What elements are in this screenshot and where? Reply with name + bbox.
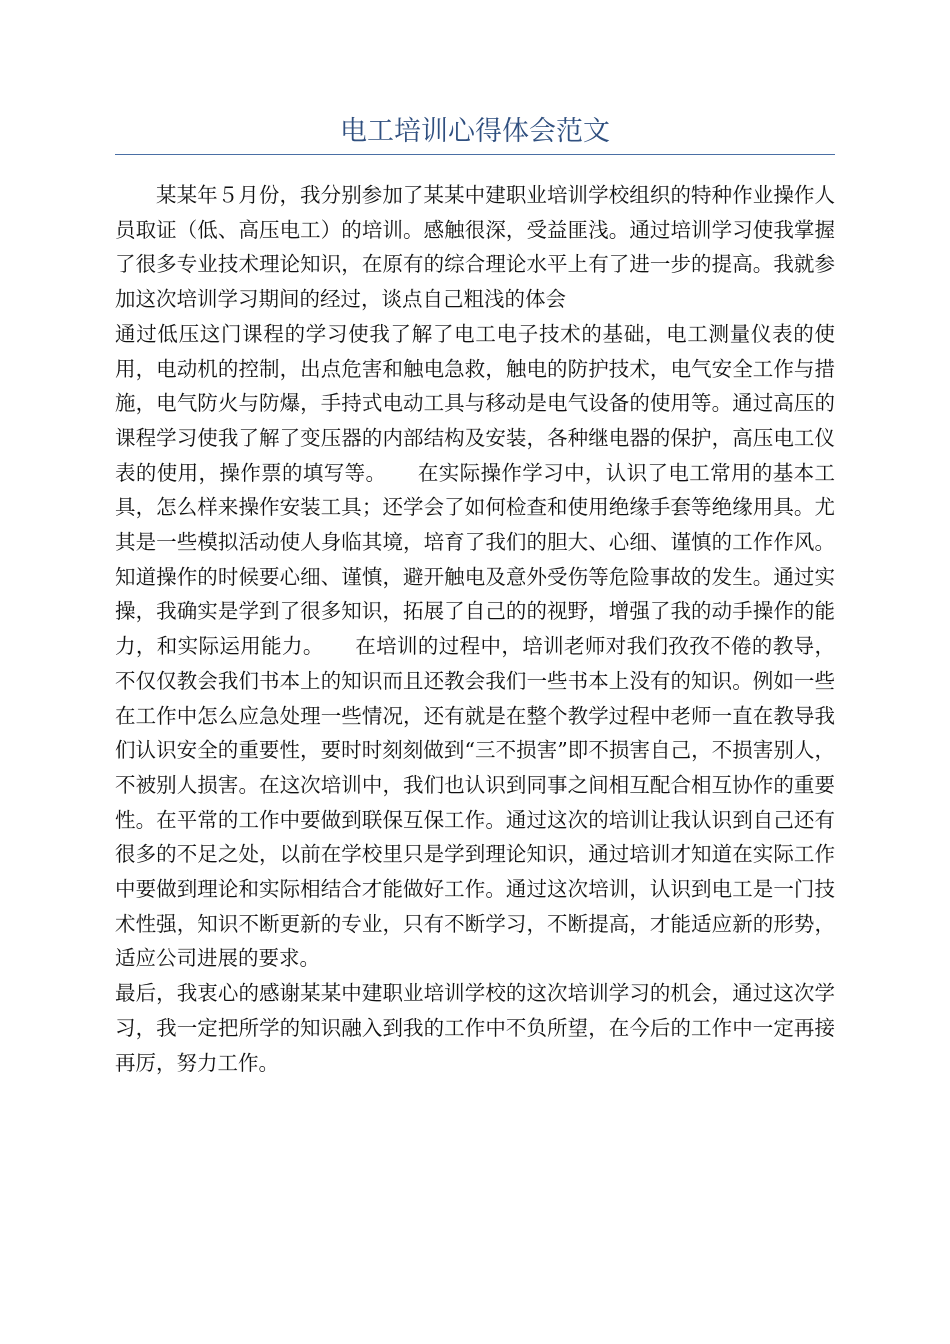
paragraph-closing: 最后，我衷心的感谢某某中建职业培训学校的这次培训学习的机会，通过这次学习，我一定把所学的知识融入到我的工作中不负所望，在今后的工作中一定再接再厉，努力工作。 bbox=[115, 981, 835, 1075]
document-title: 电工培训心得体会范文 bbox=[340, 116, 610, 147]
paragraph-intro: 某某年５月份，我分别参加了某某中建职业培训学校组织的特种作业操作人员取证（低、高压电工）的培训。感触很深，受益匪浅。通过培训学习使我掌握了很多专业技术理论知识，在原有的综合理论水平上有了进一步的提高。我就参加这次培训学习期间的经过，谈点自己粗浅的体会 bbox=[115, 183, 835, 312]
document-body bbox=[115, 178, 835, 1080]
paragraph-main: 通过低压这门课程的学习使我了解了电工电子技术的基础，电工测量仪表的使用，电动机的控制，出点危害和触电急救，触电的防护技术，电气安全工作与措施，电气防火与防爆，手持式电动工具与移动是电气设备的使用等。通过高压的课程学习使我了解了变压器的内部结构及安装，各种继电器的保护，高压电工仪表的使用，操作票的填写等。 在实际操作学习中，认识了电工常用的基本工具，怎么样来操作安装工具；还学会了如何检查和使用绝缘手套等绝缘用具。尤其是一些模拟活动使人身临其境，培育了我们的胆大、心细、谨慎的工作作风。知道操作的时候要心细、谨慎，避开触电及意外受伤等危险事故的发生。通过实操，我确实是学到了很多知识，拓展了自己的的视野，增强了我的动手操作的能力，和实际运用能力。 在培训的过程中，培训老师对我们孜孜不倦的教导，不仅仅教会我们书本上的知识而且还教会我们一些书本上没有的知识。例如一些在工作中怎么应急处理一些情况，还有就是在整个教学过程中老师一直在教导我们认识安全的重要性，要时时刻刻做到“三不损害”即不损害自己，不损害别人，不被别人损害。在这次培训中，我们也认识到同事之间相互配合相互协作的重要性。在平常的工作中要做到联保互保工作。通过这次的培训让我认识到自己还有很多的不足之处，以前在学校里只是学到理论知识，通过培训才知道在实际工作中要做到理论和实际相结合才能做好工作。通过这次培训，认识到电工是一门技术性强，知识不断更新的专业，只有不断学习，不断提高，才能适应新的形势，适应公司进展的要求。 bbox=[115, 321, 835, 971]
title-underline bbox=[115, 154, 835, 155]
